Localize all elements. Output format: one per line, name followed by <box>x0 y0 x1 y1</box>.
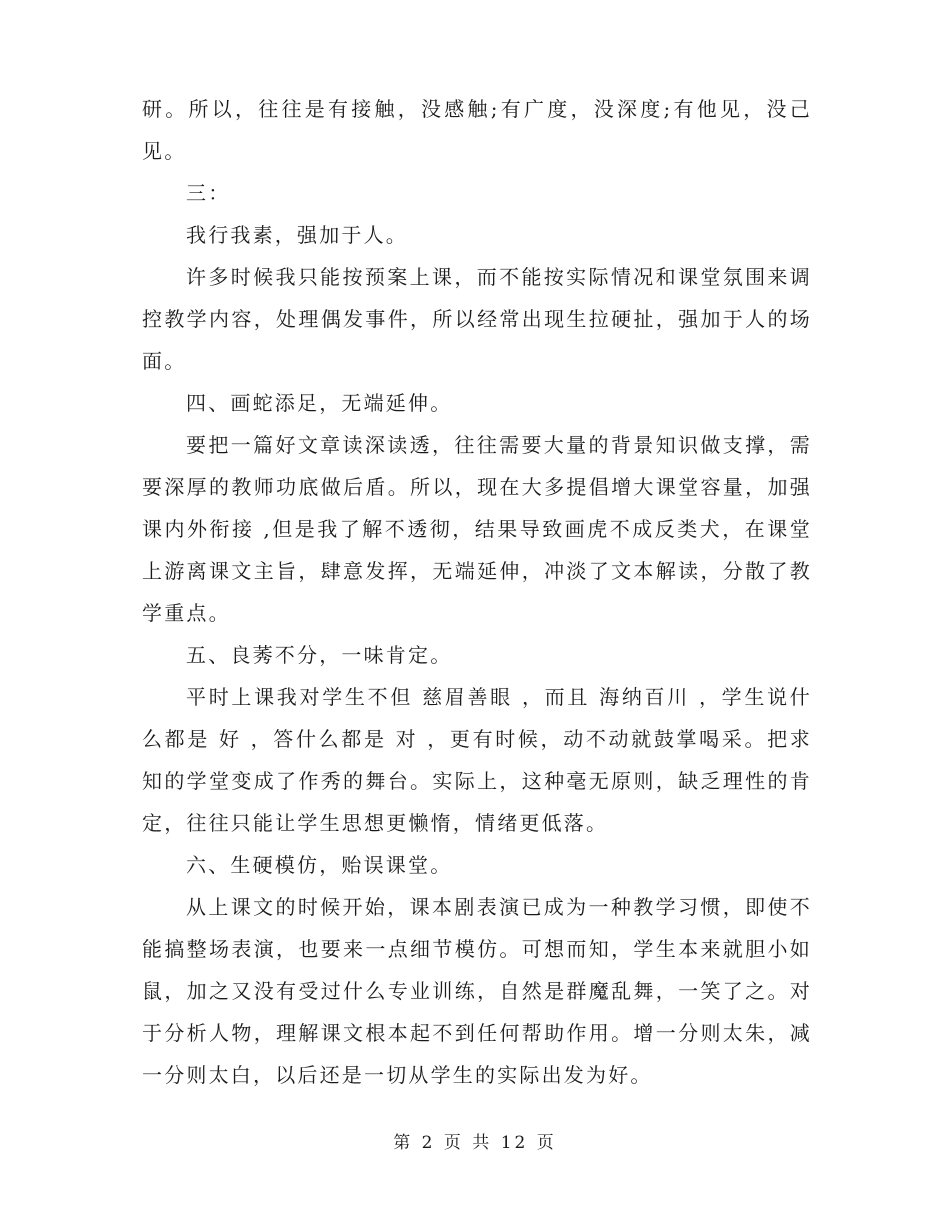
section-heading-four: 四、画蛇添足，无端延伸。 <box>186 391 453 415</box>
page-number-footer: 第 2 页 共 12 页 <box>393 1133 557 1153</box>
section-heading-six: 六、生硬模仿，贻误课堂。 <box>186 853 453 877</box>
paragraph: 许多时候我只能按预案上课，而不能按实际情况和课堂氛围来调控教学内容，处理偶发事件，所以经常出现生拉硬扯，强加于人的场面。 <box>142 265 812 373</box>
section-subheading: 我行我素，强加于人。 <box>186 223 408 247</box>
paragraph: 平时上课我对学生不但 慈眉善眼 ，而且 海纳百川 ，学生说什么都是 好 ，答什么都是 对 ，更有时候，动不动就鼓掌喝采。把求知的学堂变成了作秀的舞台。实际上，这种毫无原则，缺乏理性的肯定，往往只能让学生思想更懒惰，情绪更低落。 <box>142 685 812 835</box>
document-body <box>142 88 812 1096</box>
section-heading-five: 五、良莠不分，一味肯定。 <box>186 643 453 667</box>
paragraph: 要把一篇好文章读深读透，往往需要大量的背景知识做支撑，需要深厚的教师功底做后盾。所以，现在大多提倡增大课堂容量，加强课内外衔接 ,但是我了解不透彻，结果导致画虎不成反类犬，在课堂上游离课文主旨，肆意发挥，无端延伸，冲淡了文本解读，分散了教学重点。 <box>142 433 812 625</box>
paragraph: 从上课文的时候开始，课本剧表演已成为一种教学习惯，即使不能搞整场表演，也要来一点细节模仿。可想而知，学生本来就胆小如鼠，加之又没有受过什么专业训练，自然是群魔乱舞，一笑了之。对于分析人物，理解课文根本起不到任何帮助作用。增一分则太朱，减一分则太白，以后还是一切从学生的实际出发为好。 <box>142 895 812 1087</box>
section-heading-three: 三： <box>186 181 231 205</box>
paragraph-continuation: 研。所以，往往是有接触，没感触;有广度，没深度;有他见，没己见。 <box>142 97 812 163</box>
